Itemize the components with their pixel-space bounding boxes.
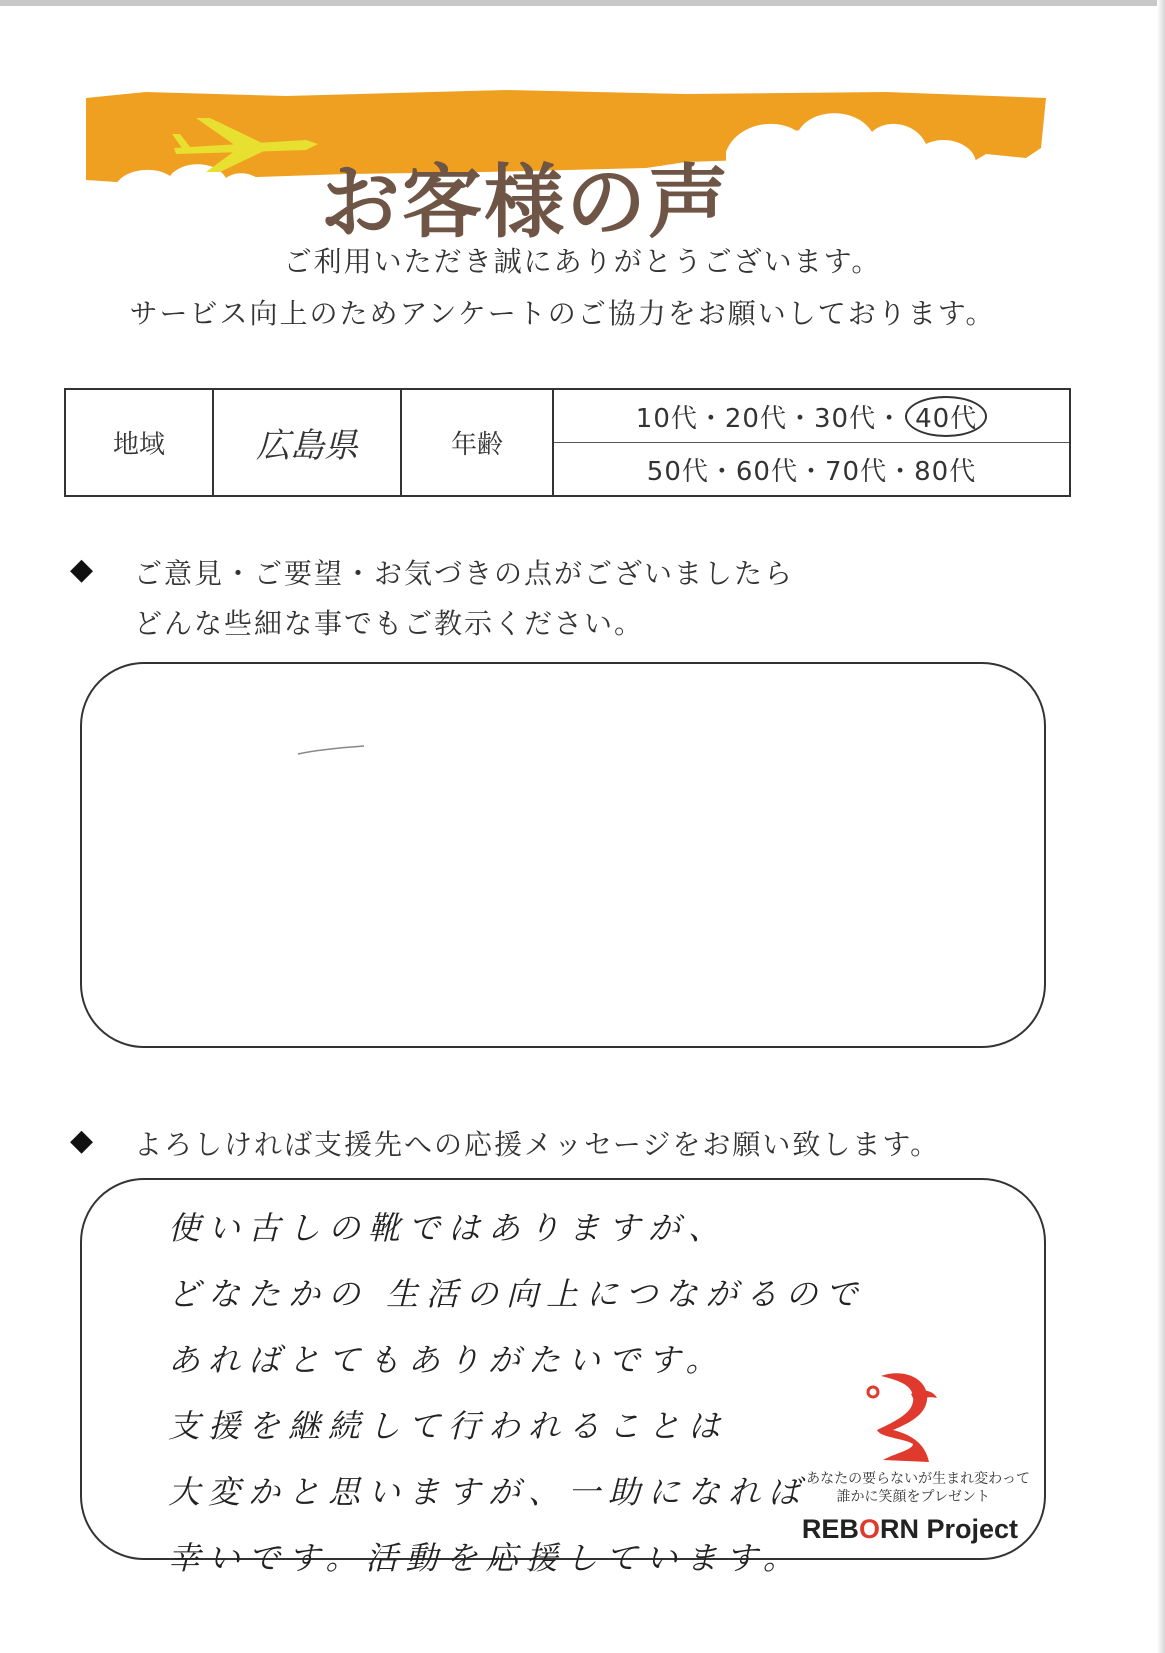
diamond-bullet-icon: ◆ — [70, 1123, 96, 1158]
age-separator: ・ — [876, 403, 904, 434]
message-line: 支援を継続して行われることは — [168, 1407, 729, 1445]
age-separator: ・ — [697, 403, 725, 434]
region-handwriting: 広島県 — [256, 426, 358, 466]
message-line: 幸いです。活動を応援しています。 — [168, 1539, 803, 1577]
handwritten-message — [168, 1195, 866, 1591]
logo-brand-name — [802, 1514, 1018, 1545]
feedback-box[interactable] — [80, 662, 1046, 1048]
message-line: どなたかの 生活の向上につながるので — [168, 1275, 866, 1313]
age-options — [553, 389, 1070, 496]
feedback-section-title — [70, 552, 794, 642]
logo-tagline-line-1: あなたの要らないが生まれ変わって — [806, 1471, 1030, 1487]
intro-line-2: サービス向上のためアンケートのご協力をお願いしております。 — [129, 297, 996, 330]
respondent-info-table — [64, 388, 1071, 497]
age-row-1 — [554, 390, 1069, 443]
pen-stroke-mark — [296, 742, 366, 756]
message-line: 使い古しの靴ではありますが、 — [168, 1209, 729, 1247]
brand-o-red: O — [858, 1514, 880, 1544]
reborn-mark-icon — [863, 1368, 943, 1468]
message-line: あればとてもありがたいです。 — [168, 1341, 726, 1379]
age-row-2 — [554, 443, 1069, 495]
age-separator: ・ — [887, 456, 915, 487]
message-section-title — [70, 1123, 940, 1163]
region-value — [213, 389, 401, 496]
age-option-30: 30代 — [814, 403, 877, 434]
age-separator: ・ — [708, 456, 736, 487]
page-title: お客様の声 — [320, 156, 730, 249]
message-line: 大変かと思いますが、一助になれば — [168, 1473, 809, 1511]
age-option-70: 70代 — [825, 456, 888, 487]
intro-line-1: ご利用いただき誠にありがとうございます。 — [283, 245, 882, 278]
message-prompt: よろしければ支援先への応援メッセージをお願い致します。 — [134, 1128, 941, 1161]
age-option-40-selected: 40代 — [905, 396, 987, 437]
region-label: 地域 — [65, 389, 213, 496]
age-separator: ・ — [797, 456, 825, 487]
feedback-prompt-line-2: どんな些細な事でもご教示ください。 — [134, 607, 645, 640]
age-separator: ・ — [786, 403, 814, 434]
age-option-60: 60代 — [735, 456, 798, 487]
brand-text: RN Project — [879, 1514, 1018, 1544]
logo-tagline-line-2: 誰かに笑顔をプレゼント — [836, 1489, 990, 1505]
reborn-project-logo — [785, 1368, 1030, 1548]
diamond-bullet-icon: ◆ — [70, 552, 96, 587]
brand-text: REB — [801, 1514, 859, 1544]
age-option-20: 20代 — [724, 403, 787, 434]
age-option-50: 50代 — [646, 456, 709, 487]
page-edge-top — [0, 0, 1165, 6]
age-label: 年齢 — [401, 389, 553, 496]
feedback-prompt-line-1: ご意見・ご要望・お気づきの点がございましたら — [134, 557, 795, 590]
logo-tagline — [785, 1470, 1030, 1506]
age-option-10: 10代 — [635, 403, 698, 434]
age-option-80: 80代 — [914, 456, 977, 487]
